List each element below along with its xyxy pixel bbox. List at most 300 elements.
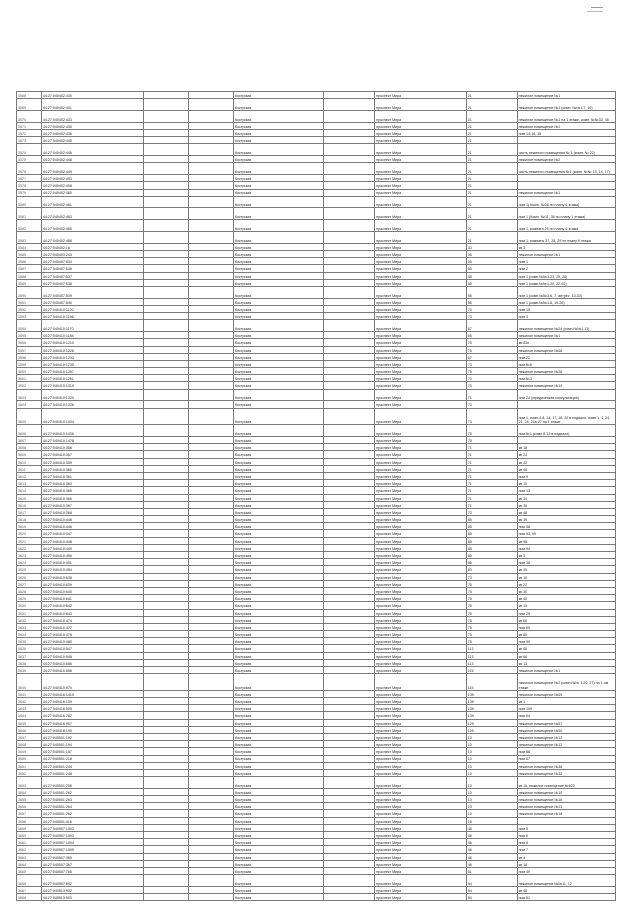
street-cell: проспект Мира xyxy=(375,638,467,645)
street-cell: проспект Мира xyxy=(375,523,467,530)
row-number-cell: 3636 xyxy=(17,645,42,652)
row-number-cell: 3621 xyxy=(17,537,42,544)
street-cell: проспект Мира xyxy=(375,667,467,674)
row-number-cell: 3618 xyxy=(17,516,42,523)
city-cell: Кострома xyxy=(233,523,323,530)
cadastral-number-cell: 44:27:040501:282 xyxy=(41,810,143,817)
street-cell: проспект Мира xyxy=(375,451,467,458)
row-number-cell: 3666 xyxy=(17,875,42,887)
room-description-cell: нежилое помещение №24 (комн.№№1-11) xyxy=(517,320,615,332)
row-number-cell: 3626 xyxy=(17,573,42,580)
cadastral-number-cell: 44:27:040410:1436 xyxy=(41,425,143,437)
room-description-cell: кв 65 xyxy=(517,645,615,652)
empty-cell xyxy=(324,894,375,901)
empty-cell xyxy=(188,602,233,609)
empty-cell xyxy=(324,279,375,286)
street-cell: проспект Мира xyxy=(375,501,467,508)
city-cell: Кострома xyxy=(233,726,323,733)
table-row xyxy=(17,163,616,175)
room-description-cell: кв 48 xyxy=(517,886,615,893)
empty-cell xyxy=(188,389,233,401)
empty-cell xyxy=(324,580,375,587)
empty-cell xyxy=(324,516,375,523)
empty-cell xyxy=(143,122,188,129)
empty-cell xyxy=(143,853,188,860)
city-cell: Кострома xyxy=(233,220,323,232)
row-number-cell: 3596 xyxy=(17,339,42,346)
cadastral-number-cell: 44:27:040416:1410 xyxy=(41,690,143,697)
empty-cell xyxy=(324,552,375,559)
house-number-cell: 71 xyxy=(466,458,517,465)
cadastral-number-cell: 44:27:040501:218 xyxy=(41,755,143,762)
cadastral-number-cell: 44:27:040410:363 xyxy=(41,480,143,487)
cadastral-number-cell: 44:27:040416:505 xyxy=(41,705,143,712)
row-number-cell: 3591 xyxy=(17,298,42,305)
street-cell: проспект Мира xyxy=(375,137,467,144)
empty-cell xyxy=(324,508,375,515)
empty-cell xyxy=(324,602,375,609)
city-cell: Кострома xyxy=(233,602,323,609)
empty-cell xyxy=(143,494,188,501)
empty-cell xyxy=(143,320,188,332)
empty-cell xyxy=(324,122,375,129)
house-number-cell: 55 xyxy=(466,279,517,286)
empty-cell xyxy=(143,631,188,638)
city-cell: Кострома xyxy=(233,129,323,136)
empty-cell xyxy=(188,305,233,312)
empty-cell xyxy=(143,265,188,272)
city-cell: Кострома xyxy=(233,425,323,437)
empty-cell xyxy=(143,796,188,803)
street-cell: проспект Мира xyxy=(375,353,467,360)
empty-cell xyxy=(143,817,188,824)
row-number-cell: 3660 xyxy=(17,831,42,838)
city-cell: Кострома xyxy=(233,243,323,250)
empty-cell xyxy=(324,368,375,375)
cadastral-number-cell: 44:27:040410:450 xyxy=(41,552,143,559)
house-number-cell: 73 xyxy=(466,305,517,312)
empty-cell xyxy=(188,573,233,580)
house-number-cell: 85 xyxy=(466,537,517,544)
table-row xyxy=(17,595,616,602)
table-row xyxy=(17,631,616,638)
row-number-cell: 3619 xyxy=(17,523,42,530)
cadastral-number-cell: 44:27:040402:446 xyxy=(41,144,143,156)
room-description-cell: кв 3 xyxy=(517,243,615,250)
row-number-cell: 3615 xyxy=(17,494,42,501)
empty-cell xyxy=(188,566,233,573)
corner-mark xyxy=(591,7,603,10)
empty-cell xyxy=(188,867,233,874)
empty-cell xyxy=(188,444,233,451)
empty-cell xyxy=(324,501,375,508)
house-number-cell: 55 xyxy=(466,265,517,272)
city-cell: Кострома xyxy=(233,137,323,144)
cadastral-number-cell: 44:27:040402:463 xyxy=(41,208,143,220)
city-cell: Кострома xyxy=(233,472,323,479)
table-row xyxy=(17,389,616,401)
room-description-cell: пом 1 (комн.№№1-20, 22-92) xyxy=(517,279,615,286)
row-number-cell: 3595 xyxy=(17,332,42,339)
cadastral-number-cell: 44:27:040410:1120 xyxy=(41,305,143,312)
empty-cell xyxy=(188,251,233,258)
city-cell: Кострома xyxy=(233,320,323,332)
row-number-cell: 3611 xyxy=(17,465,42,472)
table-row xyxy=(17,99,616,111)
empty-cell xyxy=(188,544,233,551)
room-description-cell: пом 1 (комн.№№1-6, 19-26) xyxy=(517,298,615,305)
street-cell: проспект Мира xyxy=(375,566,467,573)
city-cell: Кострома xyxy=(233,408,323,425)
table-row xyxy=(17,652,616,659)
room-description-cell: нежилое помещение №1 xyxy=(517,189,615,196)
empty-cell xyxy=(143,875,188,887)
house-number-cell: 85 xyxy=(466,559,517,566)
street-cell: проспект Мира xyxy=(375,705,467,712)
empty-cell xyxy=(324,425,375,437)
street-cell: проспект Мира xyxy=(375,645,467,652)
city-cell: Кострома xyxy=(233,659,323,666)
house-number-cell: 21 xyxy=(466,175,517,182)
city-cell: Кострома xyxy=(233,796,323,803)
house-number-cell: 75 xyxy=(466,587,517,594)
city-cell: Кострома xyxy=(233,487,323,494)
empty-cell xyxy=(188,516,233,523)
house-number-cell: 71 xyxy=(466,480,517,487)
empty-cell xyxy=(324,408,375,425)
city-cell: Кострома xyxy=(233,360,323,367)
room-description-cell: пом 2 xyxy=(517,265,615,272)
table-row xyxy=(17,831,616,838)
empty-cell xyxy=(188,875,233,887)
row-number-cell: 3624 xyxy=(17,559,42,566)
house-number-cell: 75 xyxy=(466,623,517,630)
empty-cell xyxy=(324,867,375,874)
empty-cell xyxy=(143,465,188,472)
room-description-cell: кв 83н xyxy=(517,339,615,346)
room-description-cell: кв 19 xyxy=(517,602,615,609)
street-cell: проспект Мира xyxy=(375,389,467,401)
empty-cell xyxy=(324,144,375,156)
city-cell: Кострома xyxy=(233,305,323,312)
street-cell: проспект Мира xyxy=(375,559,467,566)
property-table xyxy=(16,91,616,901)
table-row xyxy=(17,788,616,795)
row-number-cell: 3639 xyxy=(17,667,42,674)
room-description-cell: кв 3 xyxy=(517,552,615,559)
cadastral-number-cell: 44:27:040410:446 xyxy=(41,516,143,523)
city-cell: Кострома xyxy=(233,762,323,769)
empty-cell xyxy=(324,719,375,726)
cadastral-number-cell: 44:27:040410:656 xyxy=(41,667,143,674)
table-row xyxy=(17,305,616,312)
row-number-cell: 3642 xyxy=(17,698,42,705)
empty-cell xyxy=(324,587,375,594)
house-number-cell: 21 xyxy=(466,99,517,111)
cadastral-number-cell: 44:27:040402:466 xyxy=(41,232,143,244)
house-number-cell: 21 xyxy=(466,182,517,189)
empty-cell xyxy=(188,320,233,332)
cadastral-number-cell: 44:27:040507:1003 xyxy=(41,824,143,831)
empty-cell xyxy=(188,580,233,587)
cadastral-number-cell: 44:27:040402:448 xyxy=(41,156,143,163)
table-row xyxy=(17,867,616,874)
house-number-cell: 55 xyxy=(466,272,517,279)
city-cell: Кострома xyxy=(233,839,323,846)
city-cell: Кострома xyxy=(233,810,323,817)
street-cell: проспект Мира xyxy=(375,719,467,726)
table-row xyxy=(17,298,616,305)
empty-cell xyxy=(188,853,233,860)
empty-cell xyxy=(143,690,188,697)
cadastral-number-cell: 44:27:040507:365 xyxy=(41,853,143,860)
room-description-cell: кв 30 xyxy=(517,587,615,594)
table-row xyxy=(17,659,616,666)
empty-cell xyxy=(324,182,375,189)
street-cell: проспект Мира xyxy=(375,265,467,272)
room-description-cell: пом 9 xyxy=(517,472,615,479)
empty-cell xyxy=(324,609,375,616)
city-cell: Кострома xyxy=(233,279,323,286)
street-cell: проспект Мира xyxy=(375,122,467,129)
room-description-cell: кв 22 xyxy=(517,580,615,587)
row-number-cell: 3599 xyxy=(17,360,42,367)
street-cell: проспект Мира xyxy=(375,144,467,156)
house-number-cell: 71 xyxy=(466,501,517,508)
room-description-cell: нежилое помещение №14 xyxy=(517,382,615,389)
empty-cell xyxy=(188,265,233,272)
cadastral-number-cell: 44:27:040410:643 xyxy=(41,609,143,616)
room-description-cell xyxy=(517,137,615,144)
city-cell: Кострома xyxy=(233,458,323,465)
row-number-cell: 3655 xyxy=(17,796,42,803)
street-cell: проспект Мира xyxy=(375,516,467,523)
cadastral-number-cell: 44:27:040410:360 xyxy=(41,465,143,472)
empty-cell xyxy=(143,803,188,810)
table-row xyxy=(17,272,616,279)
cadastral-number-cell: 44:27:040410:1319 xyxy=(41,382,143,389)
room-description-cell: нежилое помещение №57 xyxy=(517,719,615,726)
row-number-cell: 3652 xyxy=(17,769,42,776)
room-description-cell: пом.№8 xyxy=(517,360,615,367)
city-cell: Кострома xyxy=(233,573,323,580)
empty-cell xyxy=(143,272,188,279)
empty-cell xyxy=(143,667,188,674)
house-number-cell: 113 xyxy=(466,645,517,652)
empty-cell xyxy=(143,360,188,367)
empty-cell xyxy=(188,824,233,831)
cadastral-number-cell: 44:27:040501:262 xyxy=(41,788,143,795)
cadastral-number-cell: 44:27:040410:639 xyxy=(41,580,143,587)
empty-cell xyxy=(143,375,188,382)
house-number-cell: 85 xyxy=(466,552,517,559)
cadastral-number-cell: 44:27:040402:449 xyxy=(41,163,143,175)
city-cell: Кострома xyxy=(233,368,323,375)
row-number-cell: 3571 xyxy=(17,122,42,129)
row-number-cell: 3593 xyxy=(17,313,42,320)
city-cell: Кострома xyxy=(233,530,323,537)
empty-cell xyxy=(143,523,188,530)
cadastral-number-cell: 44:27:040402:460 xyxy=(41,189,143,196)
house-number-cell: 10 xyxy=(466,803,517,810)
row-number-cell: 3668 xyxy=(17,894,42,901)
house-number-cell: 21 xyxy=(466,163,517,175)
city-cell: Кострома xyxy=(233,444,323,451)
city-cell: Кострома xyxy=(233,645,323,652)
empty-cell xyxy=(188,537,233,544)
house-number-cell: 85 xyxy=(466,516,517,523)
cadastral-number-cell: 44:27:040410:1166 xyxy=(41,313,143,320)
table-row xyxy=(17,375,616,382)
empty-cell xyxy=(324,251,375,258)
empty-cell xyxy=(143,698,188,705)
table-row xyxy=(17,894,616,901)
table-row xyxy=(17,667,616,674)
city-cell: Кострома xyxy=(233,175,323,182)
room-description-cell: кв 66 xyxy=(517,652,615,659)
empty-cell xyxy=(143,552,188,559)
room-description-cell: кв 48 xyxy=(517,508,615,515)
room-description-cell: пом 1, комната 25 по плану 6 этажа xyxy=(517,220,615,232)
table-row xyxy=(17,494,616,501)
row-number-cell: 3653 xyxy=(17,777,42,789)
empty-cell xyxy=(188,163,233,175)
house-number-cell: 75 xyxy=(466,437,517,444)
street-cell: проспект Мира xyxy=(375,272,467,279)
empty-cell xyxy=(188,559,233,566)
empty-cell xyxy=(324,853,375,860)
cadastral-number-cell: 44:27:040501:264 xyxy=(41,803,143,810)
empty-cell xyxy=(324,480,375,487)
empty-cell xyxy=(143,846,188,853)
street-cell: проспект Мира xyxy=(375,92,467,99)
row-number-cell: 3601 xyxy=(17,375,42,382)
room-description-cell: нежилое помещение №18 xyxy=(517,810,615,817)
empty-cell xyxy=(324,320,375,332)
empty-cell xyxy=(188,129,233,136)
row-number-cell: 3649 xyxy=(17,748,42,755)
house-number-cell: 71 xyxy=(466,465,517,472)
street-cell: проспект Мира xyxy=(375,652,467,659)
house-number-cell: 75 xyxy=(466,638,517,645)
table-row xyxy=(17,566,616,573)
house-number-cell: 139 xyxy=(466,705,517,712)
empty-cell xyxy=(324,487,375,494)
room-description-cell: кв 18 xyxy=(517,444,615,451)
cadastral-number-cell: 44:27:040501:256 xyxy=(41,777,143,789)
street-cell: проспект Мира xyxy=(375,580,467,587)
row-number-cell: 3568 xyxy=(17,92,42,99)
empty-cell xyxy=(324,726,375,733)
table-row xyxy=(17,243,616,250)
empty-cell xyxy=(324,616,375,623)
empty-cell xyxy=(324,353,375,360)
empty-cell xyxy=(324,631,375,638)
empty-cell xyxy=(324,272,375,279)
street-cell: проспект Мира xyxy=(375,163,467,175)
table-row xyxy=(17,232,616,244)
street-cell: проспект Мира xyxy=(375,182,467,189)
row-number-cell: 3592 xyxy=(17,305,42,312)
room-description-cell: пом 64 xyxy=(517,712,615,719)
city-cell: Кострома xyxy=(233,437,323,444)
street-cell: проспект Мира xyxy=(375,817,467,824)
empty-cell xyxy=(324,698,375,705)
empty-cell xyxy=(188,719,233,726)
empty-cell xyxy=(324,769,375,776)
room-description-cell: пом 6 xyxy=(517,831,615,838)
row-number-cell: 3576 xyxy=(17,163,42,175)
empty-cell xyxy=(324,712,375,719)
empty-cell xyxy=(324,573,375,580)
empty-cell xyxy=(143,313,188,320)
empty-cell xyxy=(143,886,188,893)
row-number-cell: 3643 xyxy=(17,705,42,712)
row-number-cell: 3589 xyxy=(17,279,42,286)
house-number-cell: 94 xyxy=(466,875,517,887)
row-number-cell: 3580 xyxy=(17,196,42,208)
street-cell: проспект Мира xyxy=(375,346,467,353)
cadastral-number-cell: 44:27:040410:1235 xyxy=(41,360,143,367)
street-cell: проспект Мира xyxy=(375,508,467,515)
empty-cell xyxy=(143,220,188,232)
empty-cell xyxy=(188,472,233,479)
room-description-cell: пом 5 xyxy=(517,824,615,831)
empty-cell xyxy=(143,831,188,838)
house-number-cell: 55 xyxy=(466,287,517,299)
house-number-cell: 75 xyxy=(466,602,517,609)
empty-cell xyxy=(143,659,188,666)
table-row xyxy=(17,501,616,508)
cadastral-number-cell: 44:27:040410:448 xyxy=(41,537,143,544)
empty-cell xyxy=(143,182,188,189)
house-number-cell: 73 xyxy=(466,375,517,382)
house-number-cell: 35 xyxy=(466,251,517,258)
table-row xyxy=(17,129,616,136)
empty-cell xyxy=(143,559,188,566)
street-cell: проспект Мира xyxy=(375,831,467,838)
empty-cell xyxy=(324,458,375,465)
cadastral-number-cell: 44:27:040410:361 xyxy=(41,472,143,479)
street-cell: проспект Мира xyxy=(375,769,467,776)
room-description-cell: пом 69 xyxy=(517,623,615,630)
cadastral-number-cell: 44:27:040403:243 xyxy=(41,251,143,258)
street-cell: проспект Мира xyxy=(375,196,467,208)
empty-cell xyxy=(324,232,375,244)
cadastral-number-cell: 44:27:040410:1257 xyxy=(41,368,143,375)
empty-cell xyxy=(324,803,375,810)
cadastral-number-cell: 44:27:040410:357 xyxy=(41,451,143,458)
empty-cell xyxy=(188,408,233,425)
house-number-cell: 75 xyxy=(466,616,517,623)
cadastral-number-cell: 44:27:040410:366 xyxy=(41,494,143,501)
house-number-cell: 55 xyxy=(466,298,517,305)
row-number-cell: 3613 xyxy=(17,480,42,487)
empty-cell xyxy=(188,508,233,515)
city-cell: Кострома xyxy=(233,846,323,853)
cadastral-number-cell: 44:27:040410:447 xyxy=(41,530,143,537)
empty-cell xyxy=(188,346,233,353)
table-row xyxy=(17,741,616,748)
empty-cell xyxy=(188,698,233,705)
table-row xyxy=(17,465,616,472)
empty-cell xyxy=(188,712,233,719)
street-cell: проспект Мира xyxy=(375,741,467,748)
empty-cell xyxy=(188,279,233,286)
empty-cell xyxy=(188,659,233,666)
table-row xyxy=(17,602,616,609)
street-cell: проспект Мира xyxy=(375,803,467,810)
